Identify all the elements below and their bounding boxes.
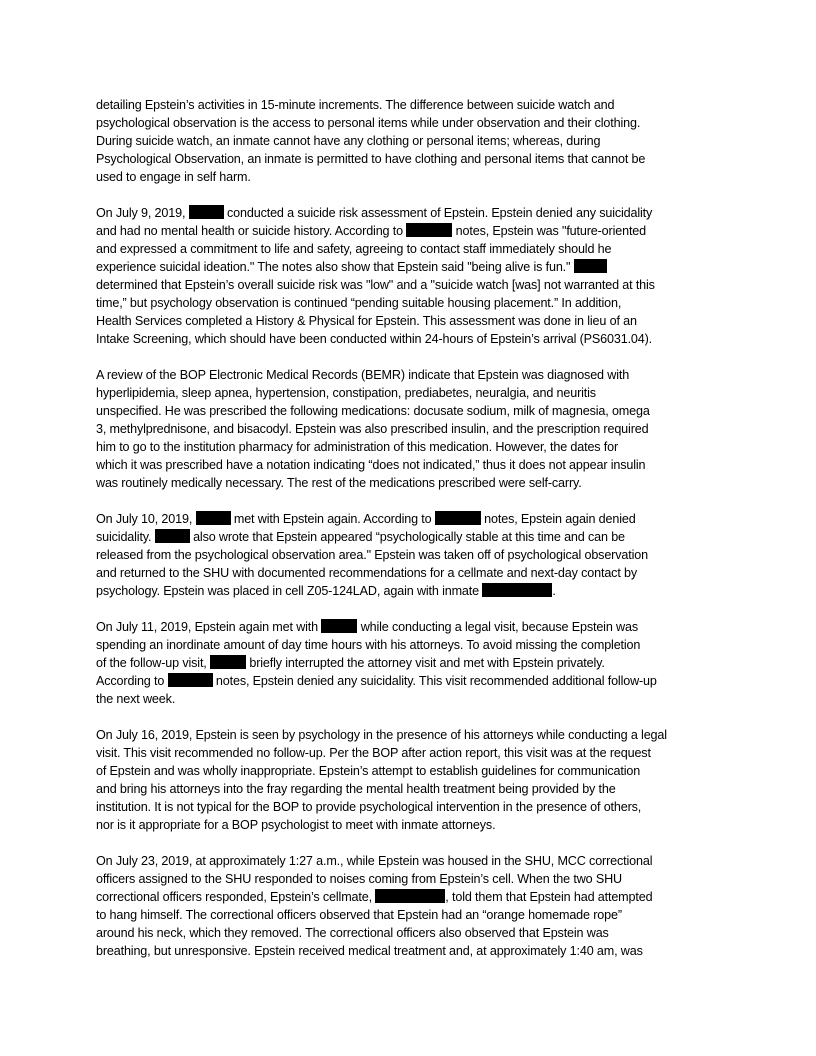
text-line: to hang himself. The correctional officers observed that Epstein had an “orange homemade rope”	[96, 908, 622, 922]
text-line: suicidality. also wrote that Epstein appeared “psychologically stable at this time and can be	[96, 530, 625, 544]
text-line: him to go to the institution pharmacy for administration of this medication. However, the dates for	[96, 440, 619, 454]
redaction-box	[210, 655, 246, 669]
text-line: psychological observation is the access to personal items while under observation and their clothing.	[96, 116, 641, 130]
redaction-box	[406, 223, 452, 237]
redaction-box	[482, 583, 552, 597]
paragraph-july-9	[96, 204, 728, 348]
text-line: spending an inordinate amount of day time hours with his attorneys. To avoid missing the completion	[96, 638, 641, 652]
text-line: which it was prescribed have a notation indicating “does not indicated,” thus it does not appear insulin	[96, 458, 646, 472]
paragraph-july-10	[96, 510, 728, 600]
text-line: determined that Epstein’s overall suicide risk was "low" and a "suicide watch [was] not warranted at this	[96, 278, 655, 292]
text-line: On July 16, 2019, Epstein is seen by psychology in the presence of his attorneys while conducting a legal	[96, 728, 667, 742]
text-line: During suicide watch, an inmate cannot have any clothing or personal items; whereas, during	[96, 134, 601, 148]
text-line: the next week.	[96, 692, 176, 706]
text-line: around his neck, which they removed. The correctional officers also observed that Epstein was	[96, 926, 609, 940]
text-line: Psychological Observation, an inmate is permitted to have clothing and personal items that cannot be	[96, 152, 646, 166]
text-line: and had no mental health or suicide history. According to notes, Epstein was "future-oriented	[96, 224, 646, 238]
redaction-box	[196, 511, 231, 525]
text-line: and expressed a commitment to life and safety, agreeing to contact staff immediately should he	[96, 242, 612, 256]
text-line: On July 11, 2019, Epstein again met with while conducting a legal visit, because Epstein was	[96, 620, 638, 634]
paragraph-july-11	[96, 618, 728, 708]
text-line: officers assigned to the SHU responded to noises coming from Epstein’s cell. When the two SHU	[96, 872, 622, 886]
text-line: On July 23, 2019, at approximately 1:27 a.m., while Epstein was housed in the SHU, MCC correctional	[96, 854, 653, 868]
text-line: correctional officers responded, Epstein’s cellmate, , told them that Epstein had attempted	[96, 890, 653, 904]
text-line: time,” but psychology observation is continued “pending suitable housing placement.” In addition,	[96, 296, 622, 310]
text-line: was routinely medically necessary. The rest of the medications prescribed were self-carry.	[96, 476, 582, 490]
redaction-box	[189, 205, 224, 219]
text-line: hyperlipidemia, sleep apnea, hypertension, constipation, prediabetes, neuralgia, and neuritis	[96, 386, 596, 400]
redaction-box	[375, 889, 445, 903]
text-line: nor is it appropriate for a BOP psychologist to meet with inmate attorneys.	[96, 818, 496, 832]
redaction-box	[435, 511, 481, 525]
text-line: institution. It is not typical for the BOP to provide psychological intervention in the presence of others,	[96, 800, 642, 814]
text-line: visit. This visit recommended no follow-up. Per the BOP after action report, this visit was at the request	[96, 746, 651, 760]
text-line: detailing Epstein’s activities in 15-minute increments. The difference between suicide watch and	[96, 98, 615, 112]
text-line: breathing, but unresponsive. Epstein received medical treatment and, at approximately 1:40 am, was	[96, 944, 643, 958]
text-line: experience suicidal ideation." The notes also show that Epstein said "being alive is fun."	[96, 258, 728, 276]
document-body	[96, 96, 728, 978]
text-line: psychology. Epstein was placed in cell Z05-124LAD, again with inmate .	[96, 584, 556, 598]
redaction-box	[574, 259, 607, 273]
text-line: of the follow-up visit, briefly interrupted the attorney visit and met with Epstein privately.	[96, 656, 605, 670]
text-line: According to notes, Epstein denied any suicidality. This visit recommended additional follow-up	[96, 674, 657, 688]
text-line: On July 10, 2019, met with Epstein again. According to notes, Epstein again denied	[96, 512, 636, 526]
paragraph-medical-records	[96, 366, 728, 492]
redaction-box	[168, 673, 213, 687]
text-line: released from the psychological observation area." Epstein was taken off of psychological observation	[96, 548, 648, 562]
text-line: A review of the BOP Electronic Medical Records (BEMR) indicate that Epstein was diagnosed with	[96, 368, 630, 382]
redaction-box	[155, 529, 190, 543]
text-line: and returned to the SHU with documented recommendations for a cellmate and next-day contact by	[96, 566, 638, 580]
text-line: of Epstein and was wholly inappropriate. Epstein’s attempt to establish guidelines for communication	[96, 764, 641, 778]
paragraph-july-16	[96, 726, 728, 834]
text-line: On July 9, 2019, conducted a suicide risk assessment of Epstein. Epstein denied any suicidality	[96, 206, 653, 220]
redaction-box	[321, 619, 357, 633]
text-line: unspecified. He was prescribed the following medications: docusate sodium, milk of magnesia, omega	[96, 404, 650, 418]
paragraph-july-23	[96, 852, 728, 960]
text-line: Health Services completed a History & Physical for Epstein. This assessment was done in lieu of an	[96, 314, 637, 328]
text-line: Intake Screening, which should have been conducted within 24-hours of Epstein’s arrival (PS6031.04).	[96, 332, 653, 346]
text-line: 3, methylprednisone, and bisacodyl. Epstein was also prescribed insulin, and the prescription required	[96, 422, 649, 436]
text-line: and bring his attorneys into the fray regarding the mental health treatment being provided by the	[96, 782, 616, 796]
text-line: used to engage in self harm.	[96, 170, 251, 184]
paragraph-observation	[96, 96, 728, 186]
